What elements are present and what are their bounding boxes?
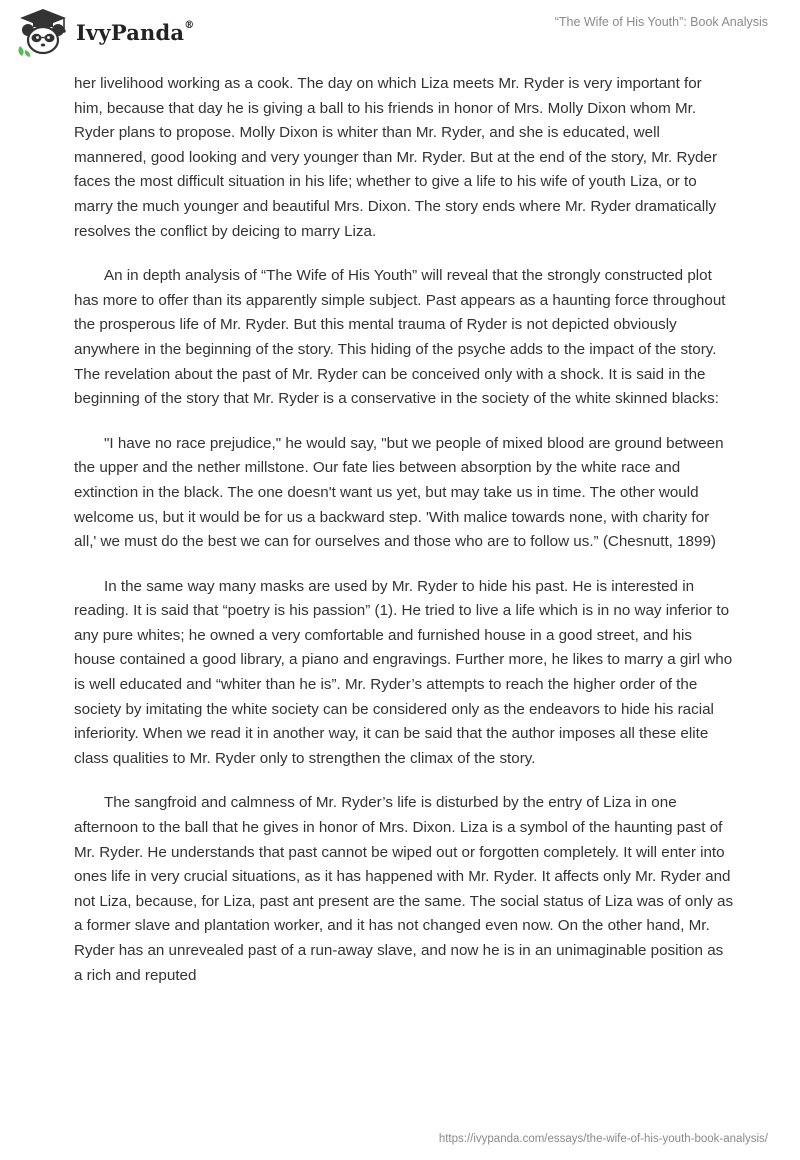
essay-body [74, 72, 734, 1008]
page-url[interactable]: https://ivypanda.com/essays/the-wife-of-his-youth-book-analysis/ [438, 1133, 768, 1145]
paragraph: In the same way many masks are used by Mr. Ryder to hide his past. He is interested in reading. It is said that “poetry is his passion” (1). He tried to live a life which is in no way inferior to any pure whites; he owned a very comfortable and furnished house in a good street, and his house contained a good library, a piano and engravings. Further more, he likes to marry a girl who is well educated and “whiter than he is”. Mr. Ryder’s attempts to reach the higher order of the society by imitating the white society can be considered only as the endeavors to hide his racial inferiority. When we read it in another way, it can be said that the author imposes all these elite class qualities to Mr. Ryder only to strengthen the climax of the story. [74, 577, 733, 767]
paragraph: her livelihood working as a cook. The day on which Liza meets Mr. Ryder is very important for him, because that day he is giving a ball to his friends in honor of Mrs. Molly Dixon whom Mr. Ryder plans to propose. Molly Dixon is whiter than Mr. Ryder, and she is educated, well mannered, good looking and very younger than Mr. Ryder. But at the end of the story, Mr. Ryder faces the most difficult situation in his life; whether to give a life to his wife of youth Liza, or to marry the much younger and beautiful Mrs. Dixon. The story ends where Mr. Ryder dramatically resolves the conflict by deicing to marry Liza. [74, 75, 718, 240]
paragraph: The sangfroid and calmness of Mr. Ryder’s life is disturbed by the entry of Liza in one afternoon to the ball that he gives in honor of Mrs. Dixon. Liza is a symbol of the haunting past of Mr. Ryder. He understands that past cannot be wiped out or forgotten completely. It will enter into ones life in very crucial situations, as it has happened with Mr. Ryder. It affects only Mr. Ryder and not Liza, because, for Liza, past ant present are the same. The social status of Liza was of only as a former slave and plantation worker, and it has not changed even now. On the other hand, Mr. Ryder has an unrevealed past of a run-away slave, and now he is in an unimaginable position as a rich and reputed [74, 794, 734, 984]
document-title: “The Wife of His Youth”: Book Analysis [554, 15, 768, 29]
block-quote: "I have no race prejudice," he would say, "but we people of mixed blood are ground between the upper and the nether millstone. Our fate lies between absorption by the white race and extinction in the black. The one doesn't want us yet, but may take us in time. The other would welcome us, but it would be for us a backward step. 'With malice towards none, with charity for all,' we must do the best we can for ourselves and those who are to follow us.” (Chesnutt, 1899) [74, 434, 724, 551]
page-header [0, 0, 800, 66]
paragraph: An in depth analysis of “The Wife of His Youth” will reveal that the strongly constructed plot has more to offer than its apparently simple subject. Past appears as a haunting force throughout the prosperous life of Mr. Ryder. But this mental trauma of Ryder is not depicted obviously anywhere in the beginning of the story. This hiding of the psyche adds to the impact of the story. The revelation about the past of Mr. Ryder can be conceived only with a shock. It is said in the beginning of the story that Mr. Ryder is a conservative in the society of the white skinned blacks: [74, 267, 726, 408]
brand-name: IvyPanda® [76, 19, 195, 45]
registered-mark: ® [184, 19, 195, 31]
panda-graduate-icon [14, 6, 72, 58]
brand-logo[interactable] [14, 6, 194, 58]
